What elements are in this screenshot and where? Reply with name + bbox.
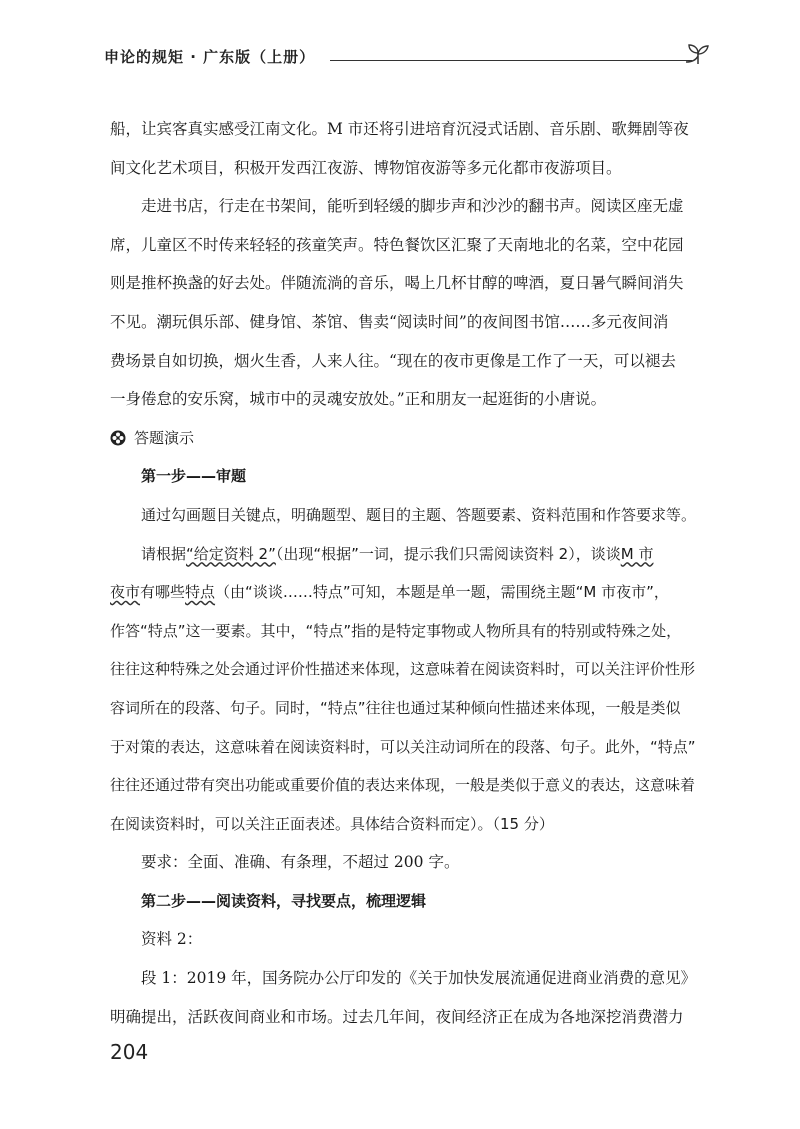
material-line: 段 1：2019 年，国务院办公厅印发的《关于加快发展流通促进商业消费的意见》	[141, 969, 697, 988]
paragraph-line: 走进书店，行走在书架间，能听到轻缓的脚步声和沙沙的翻书声。阅读区座无虚	[141, 197, 684, 216]
section-heading	[110, 419, 714, 458]
page-number: 204	[110, 1040, 149, 1064]
question-text: 有哪些	[140, 583, 186, 602]
page-body	[110, 110, 714, 1036]
question-line: 往往还通过带有突出功能或重要价值的表达来体现，一般是类似于意义的表达，这意味着	[110, 776, 696, 795]
question-line: 作答“特点”这一要素。其中，“特点”指的是特定事物或人物所具有的特别或特殊之处，	[110, 621, 682, 640]
question-line	[110, 535, 714, 574]
question-text: 请根据	[141, 544, 187, 563]
question-line: 容词所在的段落、句子。同时，“特点”往往也通过某种倾向性描述来体现，一般是类似	[110, 698, 681, 717]
sprout-icon	[682, 42, 718, 68]
paragraph-line: 则是推杯换盏的好去处。伴随流淌的音乐，喝上几杯甘醇的啤酒，夏日暑气瞬间消失	[110, 274, 684, 293]
paragraph-line: 一身倦怠的安乐窝，城市中的灵魂安放处。”正和朋友一起逛街的小唐说。	[110, 390, 607, 409]
question-keyword: 夜市	[110, 583, 141, 602]
question-keyword: “给定资料 2”	[186, 544, 276, 563]
header-title: 申论的规矩 · 广东版（上册）	[104, 48, 316, 66]
question-keyword: 特点	[185, 583, 216, 602]
question-text: （出现“根据”一词，提示我们只需阅读资料 2），谈谈	[275, 544, 621, 563]
material-line: 明确提出，活跃夜间商业和市场。过去几年间，夜间经济正在成为各地深挖消费潜力	[110, 1007, 684, 1026]
paragraph-line: 船，让宾客真实感受江南文化。M 市还将引进培育沉浸式话剧、音乐剧、歌舞剧等夜	[110, 120, 689, 138]
material-label: 资料 2：	[141, 930, 203, 949]
question-text: （由“谈谈……特点”可知，本题是单一题，需围绕主题“M 市夜市”，	[215, 583, 669, 602]
requirement-text: 要求：全面、准确、有条理，不超过 200 字。	[141, 853, 460, 872]
running-header	[104, 42, 716, 72]
paragraph-line: 不见。潮玩俱乐部、健身馆、茶馆、售卖“阅读时间”的夜间图书馆……多元夜间消	[110, 312, 669, 331]
question-line: 往往这种特殊之处会通过评价性描述来体现，这意味着在阅读资料时，可以关注评价性形	[110, 660, 696, 679]
question-line	[110, 573, 714, 612]
step-heading: 第二步——阅读资料，寻找要点，梳理逻辑	[141, 891, 427, 910]
step-text: 通过勾画题目关键点，明确题型、题目的主题、答题要素、资料范围和作答要求等。	[141, 505, 697, 524]
question-keyword: M 市	[620, 544, 654, 563]
paragraph-line: 间文化艺术项目，积极开发西江夜游、博物馆夜游等多元化都市夜游项目。	[110, 158, 622, 177]
question-line: 在阅读资料时，可以关注正面表述。具体结合资料而定）。（15 分）	[110, 814, 554, 833]
header-rule	[330, 60, 692, 61]
step-heading: 第一步——审题	[141, 467, 247, 486]
paragraph-line: 费场景自如切换，烟火生香，人来人往。“现在的夜市更像是工作了一天，可以褪去	[110, 351, 676, 370]
flower-bullet-icon	[110, 430, 126, 446]
paragraph-line: 席，儿童区不时传来轻轻的孩童笑声。特色餐饮区汇聚了天南地北的名菜，空中花园	[110, 235, 684, 254]
question-line: 于对策的表达，这意味着在阅读资料时，可以关注动词所在的段落、句子。此外，“特点”	[110, 737, 696, 756]
section-heading-text: 答题演示	[134, 428, 195, 447]
